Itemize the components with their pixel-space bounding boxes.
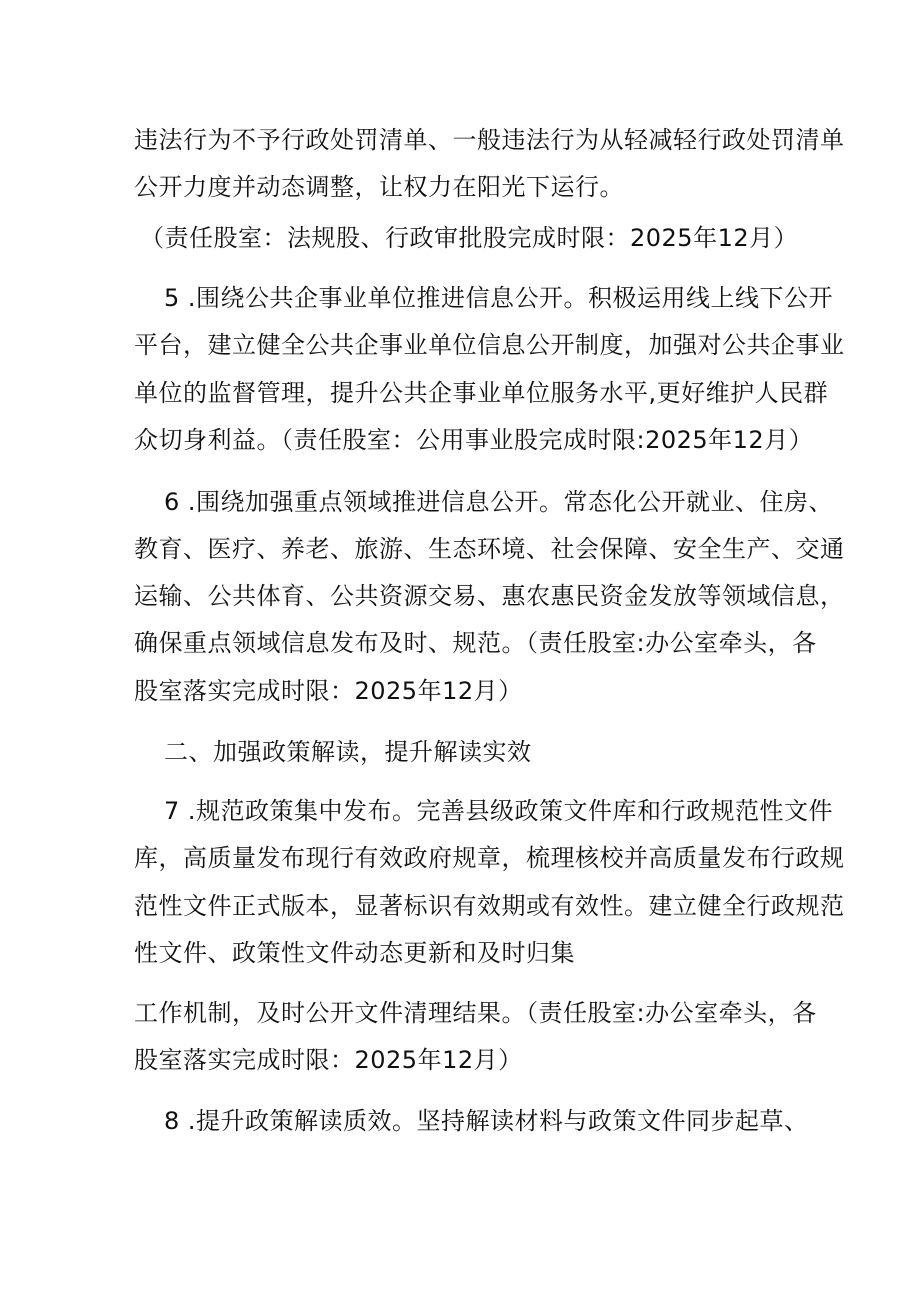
paragraph-line: 教育、医疗、养老、旅游、生态环境、社会保障、安全生产、交通 bbox=[134, 535, 845, 563]
responsibility-note: （责任股室：法规股、行政审批股完成时限：2025年12月） bbox=[140, 224, 799, 252]
paragraph-line: 确保重点领域信息发布及时、规范。（责任股室:办公室牵头，各 bbox=[134, 629, 817, 657]
item-6-heading: 6 .围绕加强重点领域推进信息公开。常态化公开就业、住房、 bbox=[164, 488, 834, 516]
paragraph-line: 公开力度并动态调整，让权力在阳光下运行。 bbox=[134, 173, 624, 201]
item-8-heading: 8 .提升政策解读质效。坚持解读材料与政策文件同步起草、 bbox=[164, 1107, 809, 1135]
item-7-heading: 7 .规范政策集中发布。完善县级政策文件库和行政规范性文件 bbox=[164, 797, 834, 825]
paragraph-line: 运输、公共体育、公共资源交易、惠农惠民资金发放等领域信息， bbox=[134, 582, 845, 610]
paragraph-line: 众切身利益。（责任股室：公用事业股完成时限:2025年12月） bbox=[134, 426, 814, 454]
paragraph-line: 股室落实完成时限：2025年12月） bbox=[134, 1046, 523, 1074]
paragraph-line: 股室落实完成时限：2025年12月） bbox=[134, 677, 523, 705]
section-heading: 二、加强政策解读，提升解读实效 bbox=[164, 738, 532, 766]
paragraph-line: 平台，建立健全公共企事业单位信息公开制度，加强对公共企事业 bbox=[134, 331, 845, 359]
item-5-heading: 5 .围绕公共企事业单位推进信息公开。积极运用线上线下公开 bbox=[164, 284, 834, 312]
paragraph-line: 库，高质量发布现行有效政府规章，梳理核校并高质量发布行政规 bbox=[134, 844, 845, 872]
paragraph-line: 范性文件正式版本，显著标识有效期或有效性。建立健全行政规范 bbox=[134, 892, 845, 920]
paragraph-line: 性文件、政策性文件动态更新和及时归集 bbox=[134, 939, 575, 967]
paragraph-line: 工作机制，及时公开文件清理结果。（责任股室:办公室牵头，各 bbox=[134, 999, 817, 1027]
paragraph-line: 违法行为不予行政处罚清单、一般违法行为从轻减轻行政处罚清单 bbox=[134, 126, 845, 154]
paragraph-line: 单位的监督管理，提升公共企事业单位服务水平,更好维护人民群 bbox=[134, 379, 829, 407]
